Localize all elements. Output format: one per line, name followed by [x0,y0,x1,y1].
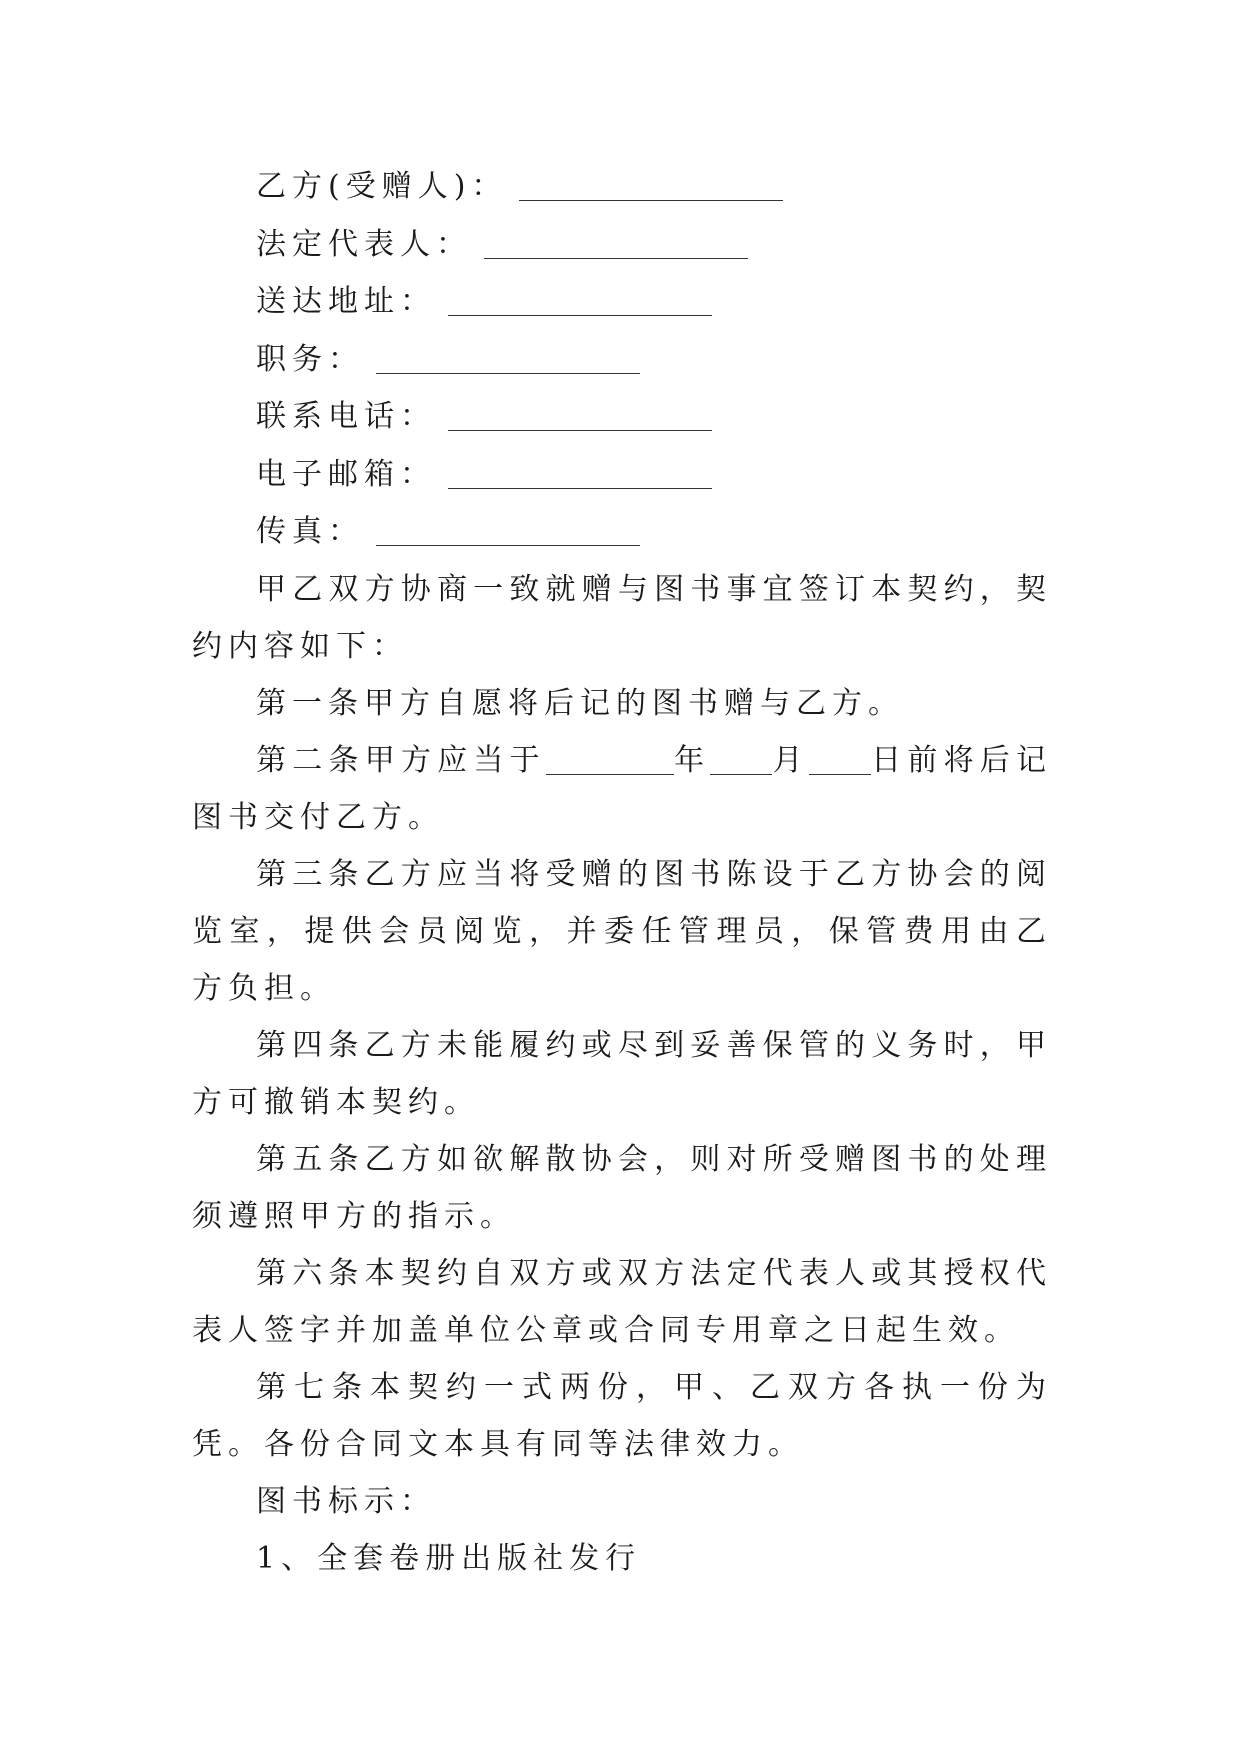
contract-body [192,158,1052,1587]
month-label: 月 [772,742,809,778]
field-fax [192,503,1052,561]
year-label: 年 [673,742,711,778]
book-item-1: 1、全套卷册出版社发行 [256,1540,642,1576]
fill-in-blank [376,544,640,546]
article-7: 第七条本契约一式两份，甲、乙双方各执一份为凭。各份合同文本具有同等法律效力。 [192,1369,1052,1462]
field-label: 职务： [256,341,364,377]
article-3: 第三条乙方应当将受赠的图书陈设于乙方协会的阅览室，提供会员阅览，并委任管理员，保管费用由乙方负担。 [192,856,1052,1006]
field-email [192,446,1052,504]
article-4: 第四条乙方未能履约或尽到妥善保管的义务时，甲方可撤销本契约。 [192,1027,1052,1120]
field-service-address [192,273,1052,331]
fill-in-blank [519,199,783,201]
field-label: 法定代表人： [256,226,472,262]
article-2 [192,732,1052,846]
fill-in-blank [484,257,748,259]
field-label: 乙方(受赠人)： [256,169,508,204]
article-2-text-end: 日前将后记图书交付乙方。 [192,742,1053,835]
fill-in-blank [448,314,712,316]
field-recipient [192,158,1052,216]
field-position [192,331,1052,389]
field-label: 联系电话： [256,399,436,434]
field-label: 送达地址： [256,284,436,319]
field-phone [192,388,1052,446]
fill-in-blank [448,429,712,431]
day-blank [809,773,871,775]
month-blank [710,773,772,775]
books-heading: 图书标示： [256,1483,436,1519]
field-legal-representative [192,216,1052,274]
article-5: 第五条乙方如欲解散协会，则对所受赠图书的处理须遵照甲方的指示。 [192,1141,1052,1234]
article-2-text: 第二条甲方应当于 [256,742,546,778]
article-6: 第六条本契约自双方或双方法定代表人或其授权代表人签字并加盖单位公章或合同专用章之日起生效。 [192,1255,1052,1348]
fill-in-blank [448,487,712,489]
fill-in-blank [376,372,640,374]
field-label: 传真： [256,514,364,549]
article-1: 第一条甲方自愿将后记的图书赠与乙方。 [256,685,904,721]
field-label: 电子邮箱： [256,456,436,492]
intro-paragraph: 甲乙双方协商一致就赠与图书事宜签订本契约，契约内容如下： [192,571,1052,664]
year-blank [546,773,674,775]
